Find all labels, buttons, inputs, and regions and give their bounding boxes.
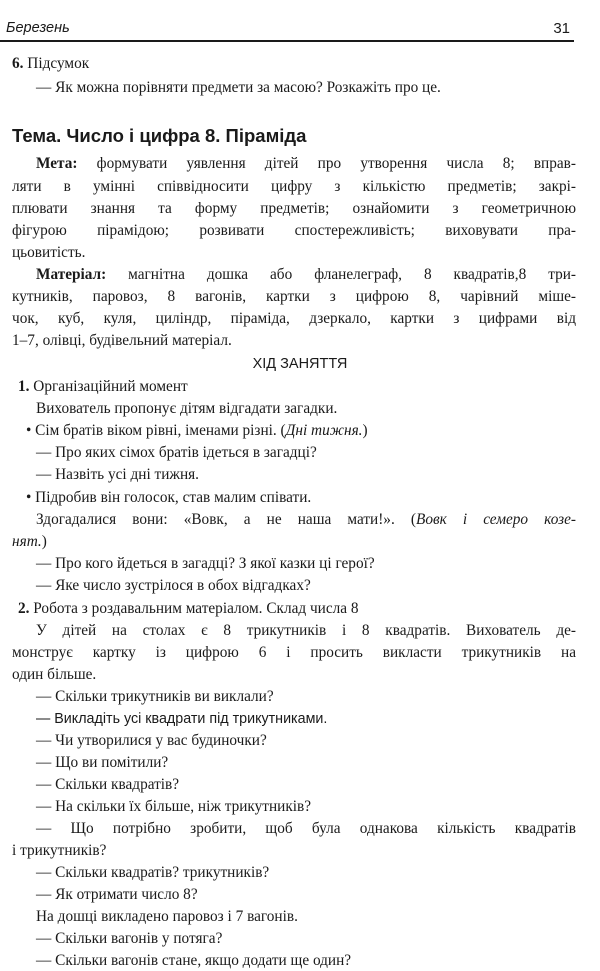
materials-paragraph: Матеріал: магнітна дошка або фланелеграф, 8 квадратів,8 три-	[36, 266, 576, 283]
dialogue-line: — Що ви помітили?	[36, 754, 169, 771]
page-number: 31	[553, 20, 570, 37]
riddle-line: • Підробив він голосок, став малим співати.	[26, 489, 312, 506]
chapter-title: Березень	[6, 20, 70, 36]
dialogue-line: — Назвіть усі дні тижня.	[36, 466, 199, 483]
goal-paragraph: плювати знання та форму предметів; ознайомити з геометричною	[12, 200, 576, 217]
dialogue-line: — Викладіть усі квадрати під трикутниками.	[36, 711, 328, 727]
dialogue-line: і трикутників?	[12, 842, 107, 859]
dialogue-line: — На скільки їх більше, ніж трикутників?	[36, 798, 312, 815]
dialogue-line: — Чи утворилися у вас будиночки?	[36, 732, 267, 749]
goal-paragraph: Мета: формувати уявлення дітей про утворення числа 8; вправ-	[36, 155, 576, 172]
materials-paragraph: кутників, паровоз, 8 вагонів, картки з цифрою 8, чарівний міше-	[12, 288, 576, 305]
section-1-heading: 1. Організаційний момент	[18, 378, 188, 395]
riddle-line: • Сім братів віком рівні, іменами різні. (Дні тижня.)	[26, 422, 368, 439]
paragraph-line: Вихователь пропонує дітям відгадати загадки.	[36, 400, 338, 417]
section-6-heading: 6. Підсумок	[12, 55, 90, 72]
dialogue-line: — Як можна порівняти предмети за масою? Розкажіть про це.	[36, 79, 441, 96]
lesson-progress-heading: ХІД ЗАНЯТТЯ	[252, 356, 348, 372]
dialogue-line: — Як отримати число 8?	[36, 886, 198, 903]
riddle-line: Здогадалися вони: «Вовк, а не наша мати!». (Вовк і семеро козе-	[36, 511, 577, 528]
paragraph-line: У дітей на столах є 8 трикутників і 8 квадратів. Вихователь де-	[36, 622, 576, 639]
dialogue-line: — Про яких сімох братів ідеться в загадці?	[36, 444, 317, 461]
paragraph-line: На дошці викладено паровоз і 7 вагонів.	[36, 908, 298, 925]
dialogue-line: — Скільки трикутників ви виклали?	[36, 688, 274, 705]
riddle-line: нят.)	[12, 533, 47, 550]
goal-paragraph: фігурою пірамідою; розвивати спостережливість; виховувати пра-	[12, 222, 576, 239]
paragraph-line: один більше.	[12, 666, 97, 683]
dialogue-line: — Скільки квадратів?	[36, 776, 180, 793]
dialogue-line: — Про кого йдеться в загадці? З якої казки ці герої?	[36, 555, 375, 572]
materials-paragraph: чок, куб, куля, циліндр, піраміда, дзеркало, картки з цифрами від	[12, 310, 576, 327]
dialogue-line: — Скільки вагонів стане, якщо додати ще один?	[36, 952, 352, 969]
dialogue-line: — Що потрібно зробити, щоб була однакова кількість квадратів	[36, 820, 576, 837]
paragraph-line: монструє картку із цифрою 6 і просить викласти трикутників на	[12, 644, 576, 661]
dialogue-line: — Скільки квадратів? трикутників?	[36, 864, 270, 881]
materials-paragraph: 1–7, олівці, будівельний матеріал.	[12, 332, 232, 349]
dialogue-line: — Скільки вагонів у потяга?	[36, 930, 223, 947]
dialogue-line: — Яке число зустрілося в обох відгадках?	[36, 577, 311, 594]
goal-paragraph: ляти в умінні співвідносити цифру з кількістю предметів; закрі-	[12, 178, 576, 195]
section-2-heading: 2. Робота з роздавальним матеріалом. Склад числа 8	[18, 600, 359, 617]
goal-paragraph: цьовитість.	[12, 244, 86, 261]
topic-title: Тема. Число і цифра 8. Піраміда	[12, 125, 307, 146]
